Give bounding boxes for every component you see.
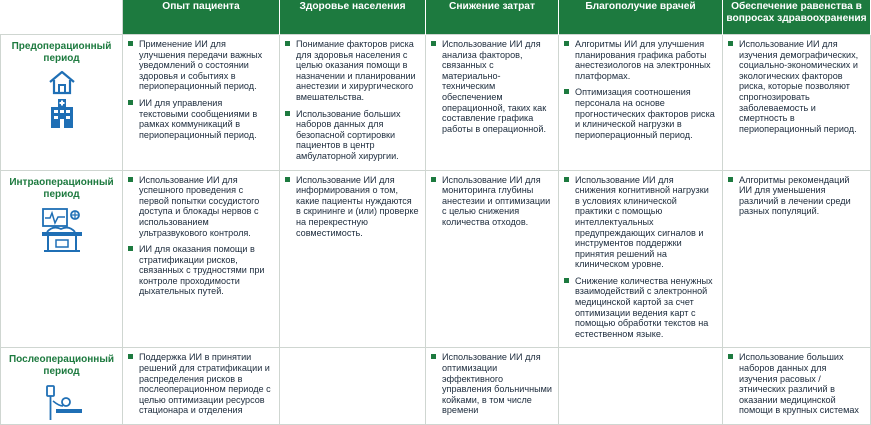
header-cost-reduction: Снижение затрат bbox=[426, 0, 559, 35]
list-item: Использование ИИ для анализа факторов, связанных с материально-техническим обеспечением операционной, таких как составление графика работы в операционной. bbox=[430, 39, 552, 134]
header-row bbox=[1, 0, 871, 35]
row-title: Интраоперационный период bbox=[9, 176, 114, 200]
list-item: Использование ИИ для мониторинга глубины анестезии и оптимизации с целью снижения количества отходов. bbox=[430, 175, 552, 228]
header-physician-wellbeing: Благополучие врачей bbox=[559, 0, 723, 35]
cell-intra-physician bbox=[559, 170, 723, 348]
list-item: Снижение количества ненужных взаимодействий с электронной медицинской картой за счет оптимизации ведения карт с помощью обработки текстов на естественном языке. bbox=[563, 276, 716, 340]
recovery-bed-icon bbox=[39, 382, 85, 422]
cell-intra-cost bbox=[426, 170, 559, 348]
list-item: Использование больших наборов данных для безопасной сортировки пациентов в центр амбулаторной хирургии. bbox=[284, 109, 419, 162]
row-title: Предоперационный период bbox=[11, 41, 112, 64]
house-icon bbox=[47, 69, 77, 95]
list-item: Использование ИИ для изучения демографических, социально-экономических и экологических факторов риска, которые позволяют спрогнозировать заболеваемость и смертность в периоперационный период. bbox=[727, 39, 864, 134]
cell-post-cost bbox=[426, 348, 559, 425]
cell-pre-physician bbox=[559, 35, 723, 171]
list-item: Оптимизация соотношения персонала на основе прогностических факторов риска и клинической нагрузки в периоперационный период. bbox=[563, 87, 716, 140]
cell-pre-equity bbox=[723, 35, 871, 171]
list-item: Использование ИИ для снижения когнитивной нагрузки в условиях клинической практики с помощью интеллектуальных предупреждающих сигналов и инструментов поддержки принятия решений на клиническом уровне. bbox=[563, 175, 716, 270]
row-preoperative bbox=[1, 35, 871, 171]
cell-pre-population bbox=[280, 35, 426, 171]
cell-post-physician bbox=[559, 348, 723, 425]
list-item: Использование больших наборов данных для изучения расовых / этнических различий в оказании медицинской помощи в крупных системах bbox=[727, 352, 864, 416]
row-title: Послеоперационный период bbox=[8, 354, 115, 378]
cell-intra-equity bbox=[723, 170, 871, 348]
cell-post-equity bbox=[723, 348, 871, 425]
list-item: Использование ИИ для успешного проведения с первой попытки сосудистого доступа и блокады нервов с использованием ультразвукового контроля. bbox=[127, 175, 273, 239]
row-head-postoperative bbox=[1, 348, 123, 425]
list-item: Применение ИИ для улучшения передачи важных уведомлений о состоянии здоровья и событиях в периоперационный период. bbox=[127, 39, 273, 92]
list-item: Использование ИИ для оптимизации эффективного управления больничными койками, в том числе времени bbox=[430, 352, 552, 416]
surgery-monitor-icon bbox=[39, 205, 85, 255]
list-item: Алгоритмы ИИ для улучшения планирования графика работы анестезиологов на электронных платформах. bbox=[563, 39, 716, 81]
row-head-intraoperative bbox=[1, 170, 123, 348]
list-item: ИИ для оказания помощи в стратификации рисков, связанных с трудностями при контроле проходимости дыхательных путей. bbox=[127, 244, 273, 297]
cell-intra-population bbox=[280, 170, 426, 348]
header-population-health: Здоровье населения bbox=[280, 0, 426, 35]
cell-pre-patient bbox=[123, 35, 280, 171]
cell-pre-cost bbox=[426, 35, 559, 171]
row-intraoperative bbox=[1, 170, 871, 348]
cell-intra-patient bbox=[123, 170, 280, 348]
list-item: Понимание факторов риска для здоровья населения с целью оказания помощи в назначении и планировании анестезии и хирургического вмешательства. bbox=[284, 39, 419, 103]
row-postoperative bbox=[1, 348, 871, 425]
list-item: Алгоритмы рекомендаций ИИ для уменьшения различий в лечении среди разных популяций. bbox=[727, 175, 864, 217]
cell-post-patient bbox=[123, 348, 280, 425]
header-patient-experience: Опыт пациента bbox=[123, 0, 280, 35]
row-head-preoperative bbox=[1, 35, 123, 171]
list-item: Поддержка ИИ в принятии решений для стратификации и распределения рисков в послеоперационном периоде с целью оптимизации ресурсов стационара и отделения bbox=[127, 352, 273, 416]
cell-post-population bbox=[280, 348, 426, 425]
hospital-icon bbox=[47, 97, 77, 129]
corner-cell bbox=[1, 0, 123, 35]
list-item: ИИ для управления текстовыми сообщениями в рамках коммуникаций в периоперационный период. bbox=[127, 98, 273, 140]
header-health-equity: Обеспечение равенства в вопросах здравоохранения bbox=[723, 0, 871, 35]
list-item: Использование ИИ для информирования о том, какие пациенты нуждаются в скрининге и (или) проверке на перекрестную совместимость. bbox=[284, 175, 419, 239]
